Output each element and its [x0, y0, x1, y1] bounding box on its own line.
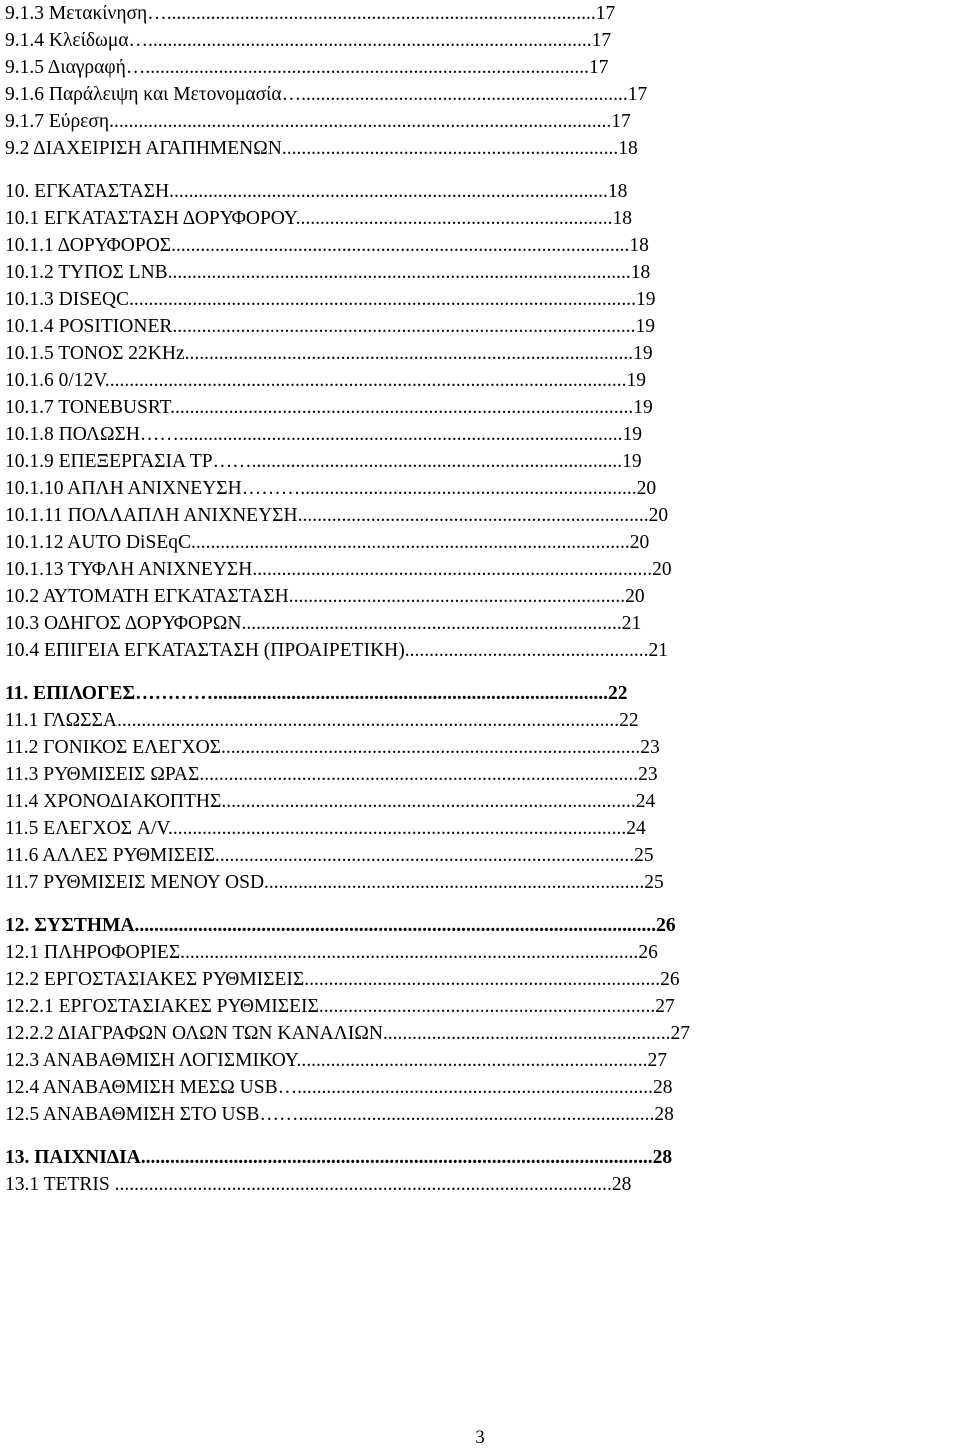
toc-entry: 11.3 ΡΥΘΜΙΣΕΙΣ ΩΡΑΣ..........................................................................................23 [5, 764, 658, 785]
toc-entry: 10.1.8 ΠΟΛΩΣΗ……...........................................................................................19 [5, 424, 643, 445]
toc-entry: 9.1.5 Διαγραφή…...........................................................................................17 [5, 57, 609, 78]
toc-entry: 9.1.6 Παράλειψη και Μετονομασία…...................................................................17 [5, 84, 648, 105]
toc-entry: 9.1.4 Κλείδωμα…...........................................................................................17 [5, 30, 612, 51]
toc-entry: 9.2 ΔΙΑΧΕΙΡΙΣΗ ΑΓΑΠΗΜΕΝΩΝ.....................................................................18 [5, 138, 638, 159]
toc-chapter-entry: 12. ΣΥΣΤΗΜΑ...........................................................................................................26 [5, 915, 676, 936]
toc-entry: 10.1 ΕΓΚΑΤΑΣΤΑΣΗ ΔΟΡΥΦΟΡΟΥ.................................................................18 [5, 208, 632, 229]
toc-entry: 12.2.2 ΔΙΑΓΡΑΦΩΝ ΟΛΩΝ ΤΩΝ ΚΑΝΑΛΙΩΝ...........................................................27 [5, 1023, 691, 1044]
toc-entry: 13.1 TETRIS ......................................................................................................28 [5, 1174, 632, 1195]
toc-entry: 10.1.6 0/12V...........................................................................................................19 [5, 370, 646, 391]
toc-entry: 12.1 ΠΛΗΡΟΦΟΡΙΕΣ..............................................................................................26 [5, 942, 658, 963]
toc-entry: 10.1.11 ΠΟΛΛΑΠΛΗ ΑΝΙΧΝΕΥΣΗ........................................................................20 [5, 505, 669, 526]
toc-entry: 12.4 ΑΝΑΒΑΘΜΙΣΗ ΜΕΣΩ USB….........................................................................28 [5, 1077, 673, 1098]
toc-entry: 9.1.3 Μετακίνηση…........................................................................................17 [5, 3, 616, 24]
page-number: 3 [475, 1427, 485, 1448]
toc-entry: 12.3 ΑΝΑΒΑΘΜΙΣΗ ΛΟΓΙΣΜΙΚΟΥ........................................................................27 [5, 1050, 667, 1071]
toc-entry: 10.1.3 DISEQC........................................................................................................19 [5, 289, 656, 310]
toc-entry: 10.1.2 ΤΥΠΟΣ LNB...............................................................................................18 [5, 262, 651, 283]
toc-entry: 12.2 ΕΡΓΟΣΤΑΣΙΑΚΕΣ ΡΥΘΜΙΣΕΙΣ.........................................................................26 [5, 969, 680, 990]
toc-chapter-entry: 13. ΠΑΙΧΝΙΔΙΑ.........................................................................................................28 [5, 1147, 673, 1168]
toc-entry: 9.1.7 Εύρεση.......................................................................................................17 [5, 111, 631, 132]
section-spacer [5, 664, 955, 680]
toc-chapter-entry: 11. ΕΠΙΛΟΓΕΣ………….................................................................................22 [5, 683, 628, 704]
toc-entry: 11.7 ΡΥΘΜΙΣΕΙΣ ΜΕΝΟΥ OSD..............................................................................25 [5, 872, 664, 893]
toc-entry: 12.5 ΑΝΑΒΑΘΜΙΣΗ ΣΤΟ USB…….........................................................................28 [5, 1104, 674, 1125]
table-of-contents [5, 0, 955, 1198]
toc-entry: 10.1.1 ΔΟΡΥΦΟΡΟΣ..............................................................................................18 [5, 235, 649, 256]
toc-entry: 10.1.12 AUTO DiSEqC..........................................................................................20 [5, 532, 650, 553]
toc-entry: 11.6 ΑΛΛΕΣ ΡΥΘΜΙΣΕΙΣ......................................................................................25 [5, 845, 654, 866]
toc-entry: 10.1.10 ΑΠΛΗ ΑΝΙΧΝΕΥΣΗ……….....................................................................20 [5, 478, 657, 499]
toc-entry: 11.1 ΓΛΩΣΣΑ.......................................................................................................22 [5, 710, 639, 731]
toc-entry: 11.5 ΕΛΕΓΧΟΣ A/V..............................................................................................24 [5, 818, 646, 839]
toc-entry: 10.1.5 ΤΟΝΟΣ 22KHz............................................................................................19 [5, 343, 653, 364]
toc-entry: 10.3 ΟΔΗΓΟΣ ΔΟΡΥΦΟΡΩΝ..............................................................................21 [5, 613, 642, 634]
toc-entry: 10.1.7 TONEBUSRT...............................................................................................19 [5, 397, 653, 418]
toc-entry: 11.4 ΧΡΟΝΟΔΙΑΚΟΠΤΗΣ.....................................................................................24 [5, 791, 656, 812]
section-spacer [5, 1128, 955, 1144]
toc-entry: 10. ΕΓΚΑΤΑΣΤΑΣΗ..........................................................................................18 [5, 181, 628, 202]
toc-entry: 10.1.9 ΕΠΕΞΕΡΓΑΣΙΑ TP……............................................................................19 [5, 451, 642, 472]
toc-entry: 12.2.1 ΕΡΓΟΣΤΑΣΙΑΚΕΣ ΡΥΘΜΙΣΕΙΣ.....................................................................27 [5, 996, 675, 1017]
toc-entry: 10.2 ΑΥΤΟΜΑΤΗ ΕΓΚΑΤΑΣΤΑΣΗ.....................................................................20 [5, 586, 645, 607]
section-spacer [5, 896, 955, 912]
toc-entry: 10.4 ΕΠΙΓΕΙΑ ΕΓΚΑΤΑΣΤΑΣΗ (ΠΡΟΑΙΡΕΤΙΚΗ)..................................................21 [5, 640, 668, 661]
toc-entry: 10.1.13 ΤΥΦΛΗ ΑΝΙΧΝΕΥΣΗ..................................................................................20 [5, 559, 672, 580]
toc-entry: 10.1.4 POSITIONER...............................................................................................19 [5, 316, 656, 337]
section-spacer [5, 162, 955, 178]
toc-entry: 11.2 ΓΟΝΙΚΟΣ ΕΛΕΓΧΟΣ......................................................................................23 [5, 737, 660, 758]
